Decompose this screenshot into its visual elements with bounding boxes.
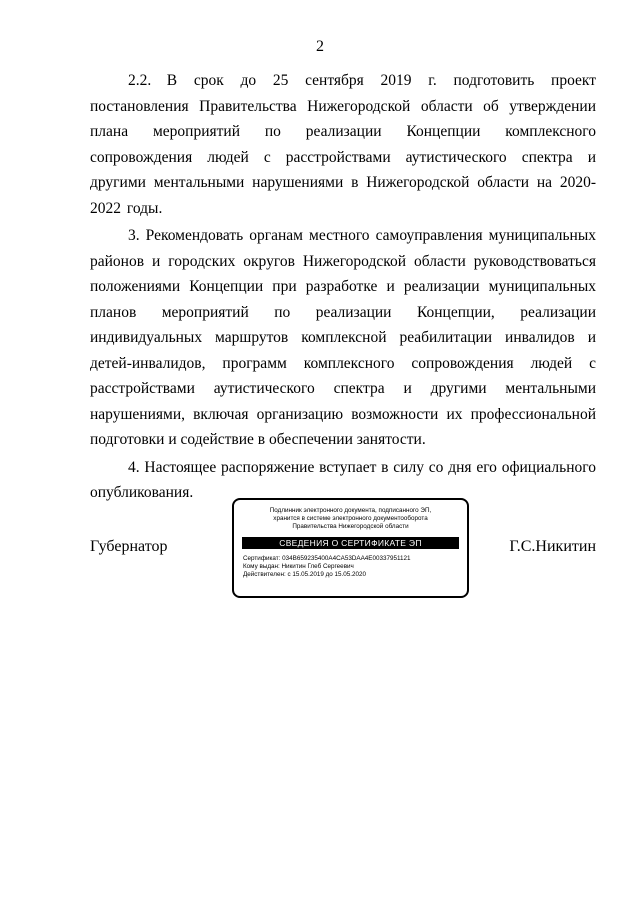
stamp-certificate-bar: СВЕДЕНИЯ О СЕРТИФИКАТЕ ЭП: [242, 537, 459, 549]
signatory-role: Губернатор: [90, 538, 168, 555]
page-number: 2: [316, 38, 324, 55]
stamp-details: [243, 555, 458, 579]
stamp-certificate-number: Сертификат: 034B659235400A4CA53DAA4E00337951121: [243, 555, 411, 562]
signatory-name: Г.С.Никитин: [509, 538, 596, 555]
stamp-header: [234, 507, 467, 531]
signature-block: [90, 498, 596, 602]
stamp-validity: Действителен: с 15.05.2019 до 15.05.2020: [243, 571, 367, 578]
electronic-signature-stamp: [232, 498, 469, 598]
stamp-issued-to: Кому выдан: Никитин Глеб Сергеевич: [243, 563, 354, 570]
stamp-header-line: Правительства Нижегородской области: [292, 523, 409, 530]
stamp-header-line: Подлинник электронного документа, подписанного ЭП,: [269, 507, 432, 514]
paragraph-4: 4. Настоящее распоряжение вступает в силу со дня его официального опубликования.: [90, 458, 596, 501]
paragraph-3: 3. Рекомендовать органам местного самоуправления муниципальных районов и городских округов Нижегородской области руководствоваться положениями Концепции при разработке и реализации муниципальных планов мероприятий по реализации Концепции, реализации индивидуальных маршрутов комплексной реабилитации инвалидов и детей-инвалидов, программ комплексного сопровождения людей с расстройствами аутистического спектра и другими ментальными нарушениями, включая организацию возможности их профессиональной подготовки и содействие в обеспечении занятости.: [90, 227, 596, 448]
paragraph-2-2: 2.2. В срок до 25 сентября 2019 г. подготовить проект постановления Правительства Нижегородской области об утверждении плана мероприятий по реализации Концепции комплексного сопровождения людей с расстройствами аутистического спектра и другими ментальными нарушениями в Нижегородской области на 2020-2022 годы.: [90, 72, 596, 217]
stamp-header-line: хранится в системе электронного документооборота: [273, 515, 428, 522]
document-body: [90, 68, 596, 508]
